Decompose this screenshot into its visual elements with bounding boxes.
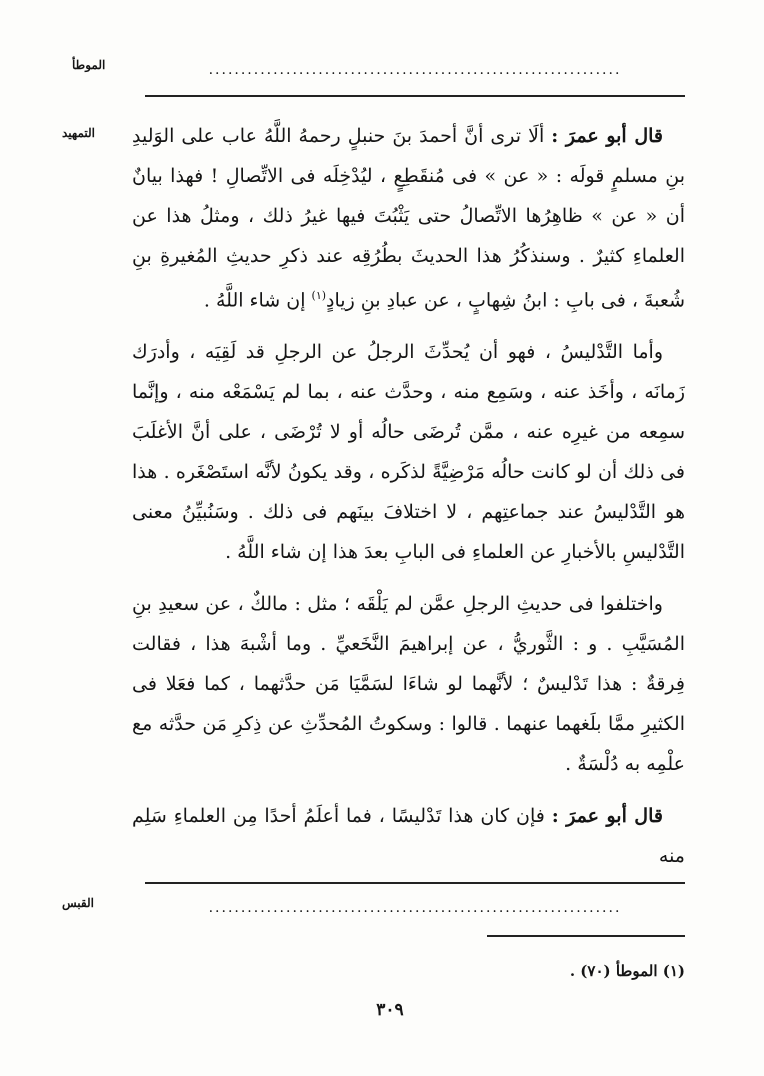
paragraph bbox=[132, 116, 685, 320]
paragraph-tail: إن شاء اللَّهُ . bbox=[203, 289, 312, 312]
bottom-dotted-line: ................................................................ bbox=[208, 900, 622, 916]
header-dotted-line: ................................................................ bbox=[208, 62, 622, 78]
footnote: (١) الموطأ (٧٠) . bbox=[569, 962, 685, 980]
paragraph bbox=[132, 332, 685, 572]
paragraph bbox=[132, 584, 685, 784]
margin-label-tamhid: التمهيد bbox=[62, 126, 95, 140]
paragraph-text: وأما التَّدْليسُ ، فهو أن يُحدِّثَ الرجلُ عن الرجلِ قد لَقِيَه ، وأدرَك زَمانَه ، وأخَذ عنه ، وسَمِع منه ، وحدَّث عنه ، بما لم يَسْمَعْه منه ، وإنَّما سمِعه من غيرِه عنه ، ممَّن تُرضَى حالُه أو لا تُرْضَى ، على أنَّ الأغلَبَ فى ذلك أن لو كانت حالُه مَرْضِيَّةً لذكَره ، وقد يكونُ لأنَّه استَصْغَره . هذا هو التَّدْليسُ عند جماعتِهم ، لا اختلافَ بينَهم فى ذلك . وسَنُبيِّنُ معنى التَّدْليسِ بالأخبارِ عن العلماءِ فى البابِ بعدَ هذا إن شاء اللَّهُ . bbox=[132, 341, 685, 564]
speaker-lead: قال أبو عمرَ : bbox=[551, 805, 663, 828]
footnote-separator bbox=[487, 935, 685, 937]
paragraph bbox=[132, 796, 685, 876]
paragraph-text: ألَا ترى أنَّ أحمدَ بنَ حنبلٍ رحمهُ اللَّهُ عاب على الوَليدِ بنِ مسلمٍ قولَه : « عن » فى مُنقَطِعٍ ، ليُدْخِلَه فى الاتِّصالِ ! فهذا بيانٌ أن « عن » ظاهِرُها الاتِّصالُ حتى يَثْبُتَ فيها غيرُ ذلك ، ومثلُ هذا عن العلماءِ كثيرٌ . وسنذكُرُ هذا الحديثَ بطُرُقِه عند ذكرِ حديثِ المُغيرةِ بنِ شُعبةَ ، فى بابِ : ابنُ شِهابٍ ، عن عبادِ بنِ زيادٍ bbox=[132, 125, 685, 312]
paragraph-text: واختلفوا فى حديثِ الرجلِ عمَّن لم يَلْقَه ؛ مثل : مالكٌ ، عن سعيدِ بنِ المُسَيَّبِ . و : الثَّوريُّ ، عن إبراهيمَ النَّخَعيِّ . وما أشْبهَ هذا ، فقالت فِرقةٌ : هذا تَدْليسٌ ؛ لأنَّهما لو شاءَا لسَمَّيَا مَن حدَّثهما ، كما فعَلا فى الكثيرِ ممَّا بلَغهما عنهما . قالوا : وسكوتُ المُحدِّثِ عن ذِكرِ مَن حدَّثه مع علْمِه به دُلْسَةٌ . bbox=[132, 593, 685, 776]
bottom-rule bbox=[145, 882, 685, 884]
header-rule bbox=[145, 95, 685, 97]
page-number: ٣٠٩ bbox=[376, 1000, 404, 1020]
speaker-lead: قال أبو عمرَ : bbox=[551, 125, 663, 147]
margin-label-qabas: القبس bbox=[62, 896, 94, 910]
main-text bbox=[132, 116, 685, 888]
paragraph-text: فإن كان هذا تَدْليسًا ، فما أعلَمُ أحدًا مِن العلماءِ سَلِم منه bbox=[132, 805, 685, 868]
margin-label-muwatta: الموطأ bbox=[72, 58, 106, 72]
footnote-marker[interactable]: (١) bbox=[311, 289, 327, 302]
